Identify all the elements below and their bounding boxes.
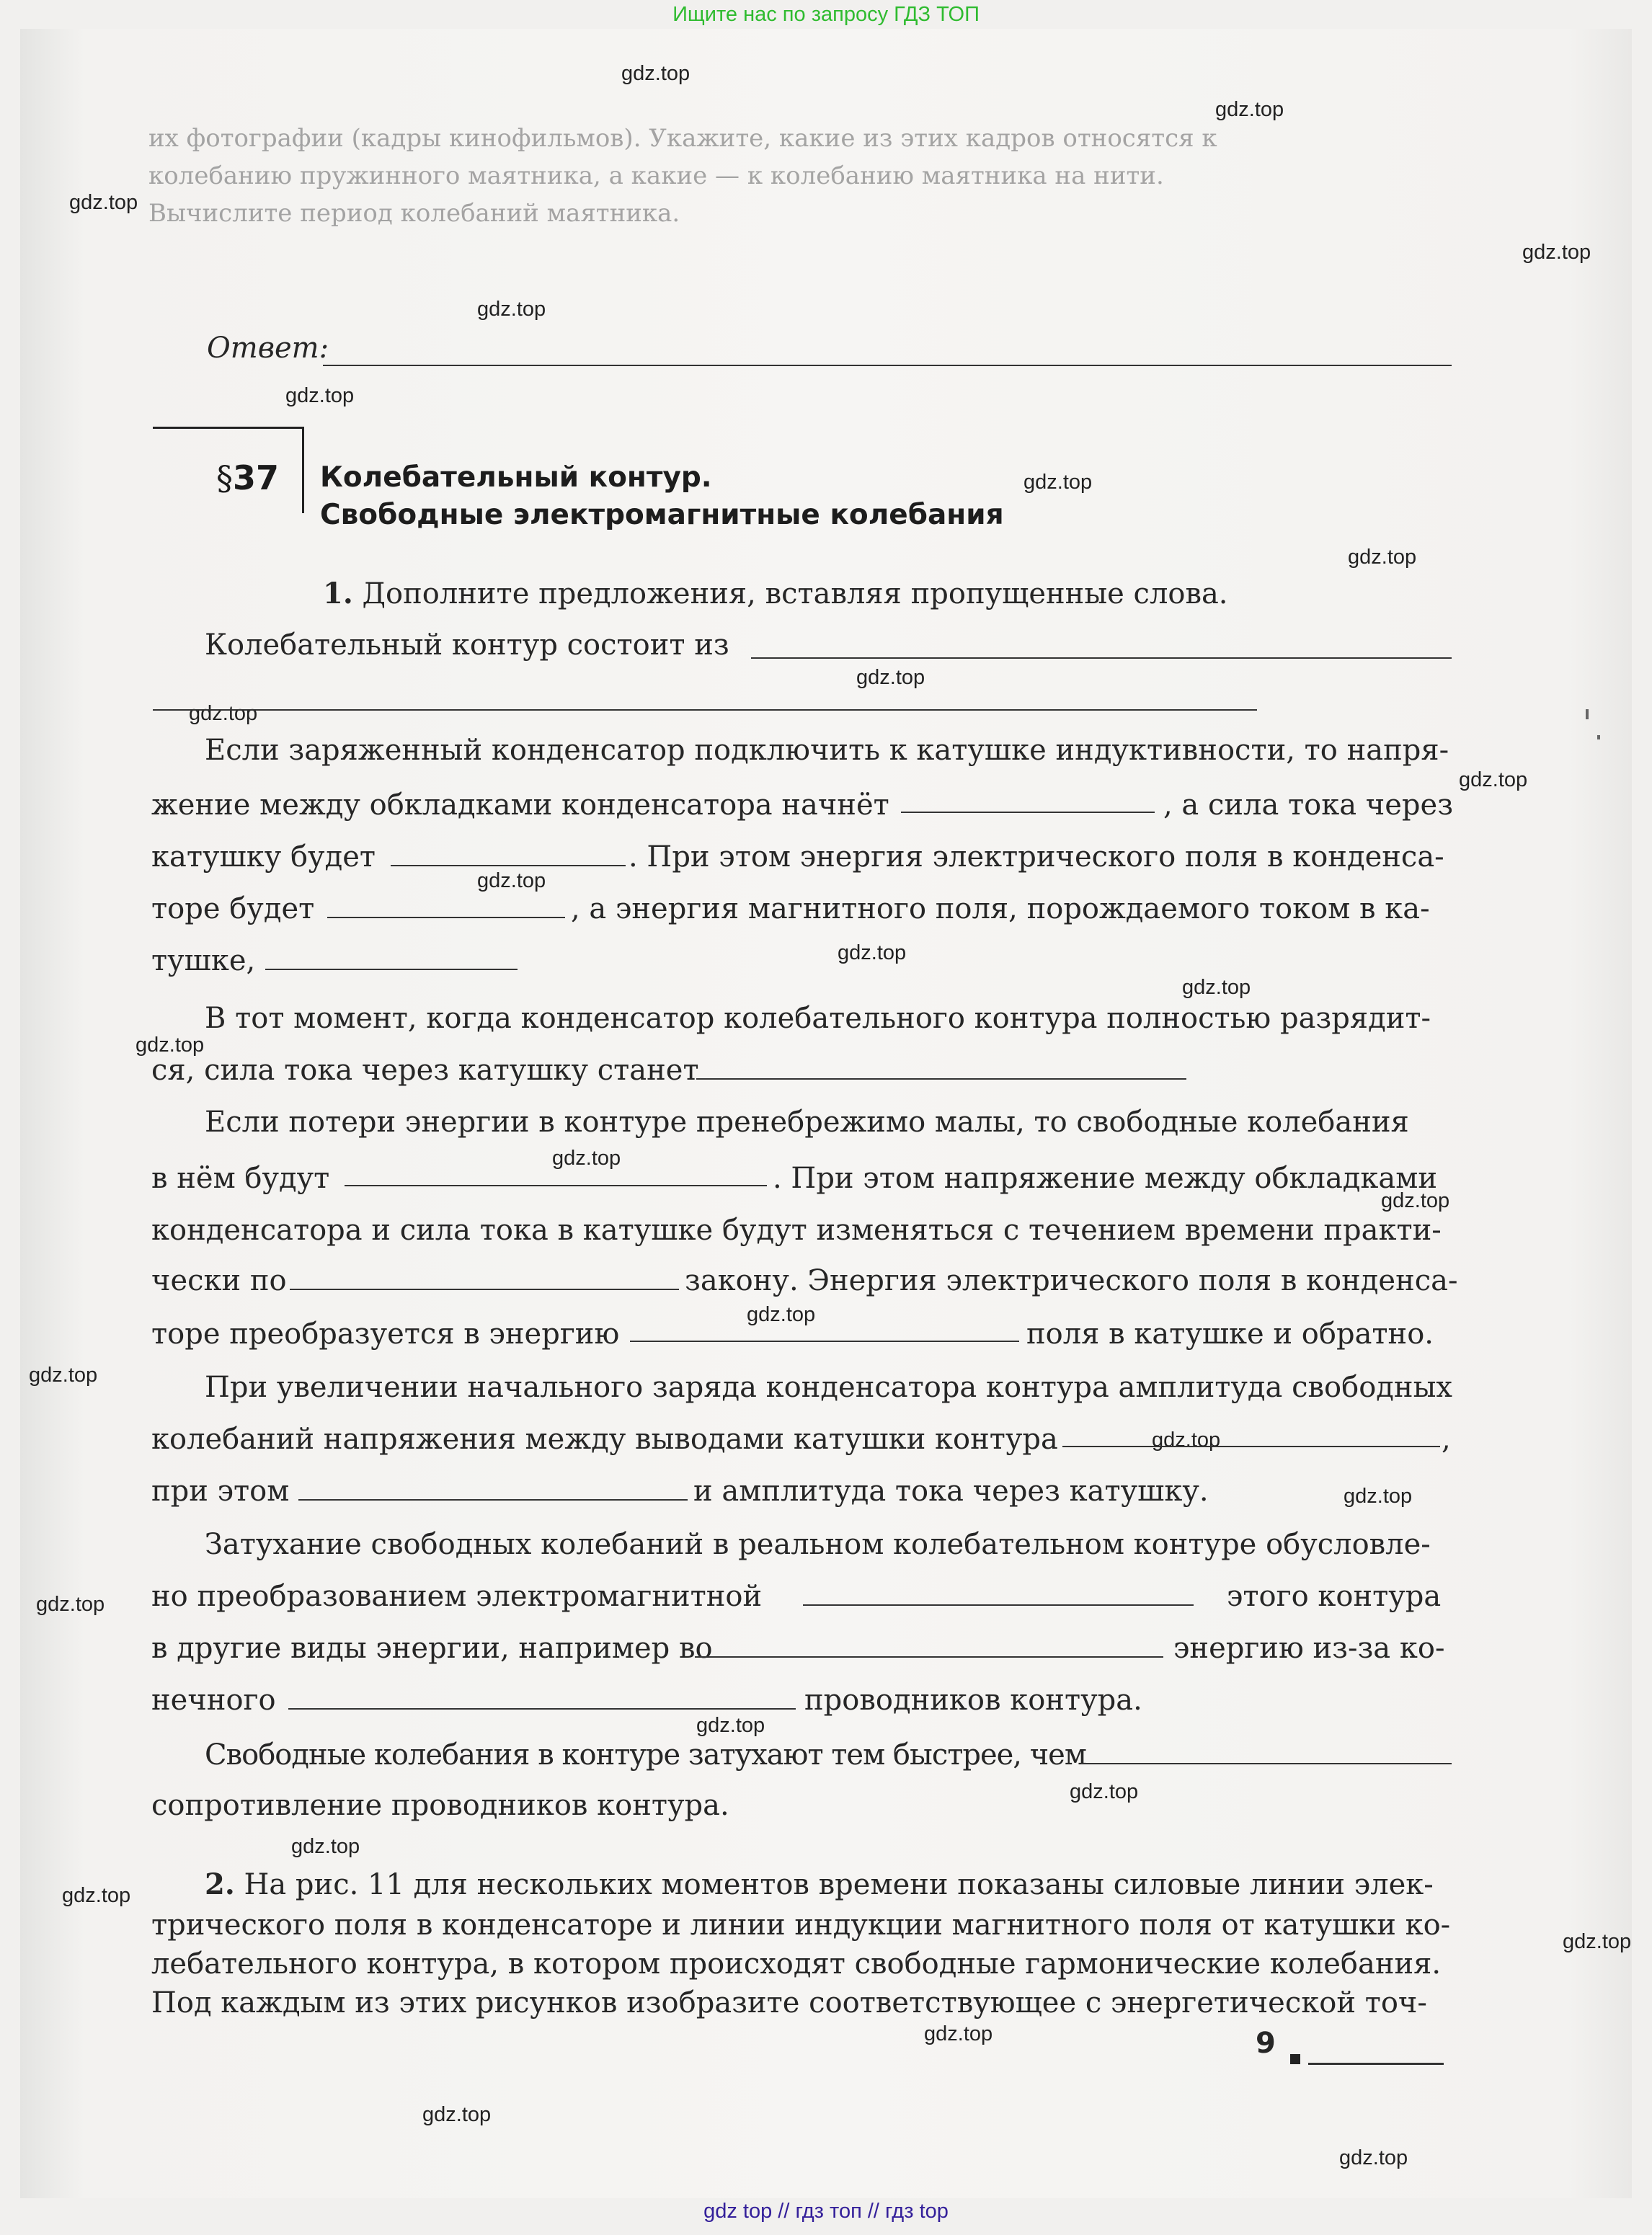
watermark: gdz.top (838, 941, 907, 964)
watermark: gdz.top (69, 191, 138, 214)
section-number: §37 (216, 458, 280, 497)
fill-blank[interactable] (153, 709, 1257, 711)
fill-blank[interactable] (290, 1289, 679, 1290)
task-text: Если потери энергии в контуре пренебрежимо малы, то свободные колебания (205, 1106, 1409, 1139)
task-text: в другие виды энергии, например во (151, 1632, 713, 1665)
section-rule (153, 427, 304, 429)
task-text: сопротивление проводников контура. (151, 1789, 729, 1822)
watermark: gdz.top (422, 2103, 492, 2126)
task-text: . При этом энергия электрического поля в конденса- (629, 840, 1444, 874)
fill-blank[interactable] (630, 1341, 1019, 1342)
task-text: закону. Энергия электрического поля в конденса- (685, 1264, 1458, 1297)
watermark: gdz.top (696, 1714, 765, 1737)
watermark: gdz.top (291, 1835, 360, 1858)
task-text: ся, сила тока через катушку станет (151, 1054, 699, 1087)
watermark: gdz.top (1381, 1189, 1450, 1212)
watermark: gdz.top (621, 62, 690, 85)
watermark: gdz.top (62, 1884, 131, 1907)
section-rule-vertical (302, 427, 304, 513)
fill-blank[interactable] (298, 1499, 688, 1501)
task-text: , а сила тока через (1163, 788, 1454, 822)
answer-blank[interactable] (323, 365, 1452, 366)
watermark: gdz.top (477, 869, 546, 892)
task-text: Колебательный контур состоит из (205, 628, 729, 662)
fill-blank[interactable] (803, 1604, 1194, 1606)
task-text: проводников контура. (804, 1684, 1142, 1717)
task-text: нечного (151, 1684, 276, 1717)
task-text: Затухание свободных колебаний в реальном колебательном контуре обусловле- (205, 1528, 1431, 1561)
task-text: тушке, (151, 944, 256, 977)
watermark: gdz.top (1459, 768, 1528, 791)
task-text: , а энергия магнитного поля, порождаемого током в ка- (571, 892, 1430, 925)
task-text: этого контура (1227, 1580, 1442, 1613)
task-text: торе преобразуется в энергию (151, 1318, 620, 1351)
task-text: в нём будут (151, 1162, 330, 1195)
answer-label: Ответ: (207, 332, 329, 365)
fill-blank[interactable] (265, 969, 518, 970)
task-text: Если заряженный конденсатор подключить к катушке индуктивности, то напря- (205, 734, 1449, 767)
task-2-line: 2. На рис. 11 для нескольких моментов времени показаны силовые линии элек- (205, 1867, 1434, 1901)
fill-blank[interactable] (751, 657, 1452, 659)
fill-blank[interactable] (901, 812, 1155, 813)
fill-blank[interactable] (391, 865, 626, 866)
fill-blank[interactable] (327, 917, 565, 918)
section-subtitle: Свободные электромагнитные колебания (320, 499, 1004, 531)
bottom-banner: gdz top // гдз топ // гдз top (703, 2200, 949, 2223)
watermark: gdz.top (477, 298, 546, 321)
task-1-instruction: 1. Дополните предложения, вставляя пропущенные слова. (323, 577, 1228, 610)
task-text: конденсатора и сила тока в катушке будут изменяться с течением времени практи- (151, 1214, 1442, 1247)
bleed-through-text: колебанию пружинного маятника, а какие — к колебанию маятника на нити. (148, 161, 1164, 190)
watermark: gdz.top (1070, 1780, 1139, 1803)
fill-blank[interactable] (288, 1708, 796, 1710)
watermark: gdz.top (747, 1303, 816, 1326)
watermark: gdz.top (1339, 2146, 1408, 2169)
watermark: gdz.top (924, 2022, 993, 2045)
watermark: gdz.top (552, 1147, 621, 1170)
page-number-rule (1308, 2063, 1444, 2065)
watermark: gdz.top (856, 666, 925, 689)
watermark: gdz.top (1182, 976, 1251, 999)
page-number-marker (1290, 2054, 1300, 2064)
task-text: торе будет (151, 892, 315, 925)
watermark: gdz.top (1215, 98, 1284, 121)
watermark: gdz.top (1152, 1428, 1221, 1452)
watermark: gdz.top (36, 1593, 105, 1616)
task-text: катушку будет (151, 840, 376, 874)
task-text: энергию из-за ко- (1173, 1632, 1445, 1665)
bleed-through-text: их фотографии (кадры кинофильмов). Укажите, какие из этих кадров относятся к (148, 124, 1217, 153)
watermark: gdz.top (285, 384, 355, 407)
task-text: В тот момент, когда конденсатор колебательного контура полностью разрядит- (205, 1002, 1431, 1035)
top-banner: Ищите нас по запросу ГДЗ ТОП (672, 3, 980, 26)
task-text: лебательного контура, в котором происходят свободные гармонические колебания. (151, 1947, 1442, 1981)
watermark: gdz.top (1344, 1485, 1413, 1508)
task-text: колебаний напряжения между выводами катушки контура (151, 1423, 1058, 1456)
watermark: gdz.top (136, 1034, 205, 1057)
bleed-through-text: Вычислите период колебаний маятника. (148, 199, 680, 228)
scan-speck (1597, 735, 1600, 739)
watermark: gdz.top (1522, 241, 1591, 264)
scan-speck (1586, 709, 1589, 719)
task-text: при этом (151, 1475, 290, 1508)
watermark: gdz.top (1348, 546, 1417, 569)
fill-blank[interactable] (1062, 1446, 1440, 1447)
task-text: При увеличении начального заряда конденсатора контура амплитуда свободных (205, 1371, 1452, 1404)
task-text: но преобразованием электромагнитной (151, 1580, 763, 1613)
task-text: и амплитуда тока через катушку. (693, 1475, 1209, 1508)
fill-blank[interactable] (345, 1185, 767, 1186)
watermark: gdz.top (29, 1364, 98, 1387)
task-text: поля в катушке и обратно. (1026, 1318, 1434, 1351)
task-text: трического поля в конденсаторе и линии индукции магнитного поля от катушки ко- (151, 1909, 1451, 1942)
task-text: . При этом напряжение между обкладками (773, 1162, 1438, 1195)
task-text: Свободные колебания в контуре затухают тем быстрее, чем (205, 1738, 1086, 1772)
section-title: Колебательный контур. (320, 461, 712, 494)
watermark: gdz.top (1563, 1930, 1632, 1953)
task-text: Под каждым из этих рисунков изобразите соответствующее с энергетической точ- (151, 1986, 1427, 2020)
watermark: gdz.top (189, 702, 258, 725)
fill-blank[interactable] (1081, 1763, 1452, 1764)
task-text: жение между обкладками конденсатора начнёт (151, 788, 889, 822)
page-number: 9 (1256, 2027, 1276, 2060)
watermark: gdz.top (1023, 471, 1093, 494)
fill-blank[interactable] (696, 1078, 1186, 1080)
task-text: чески по (151, 1264, 287, 1297)
fill-blank[interactable] (695, 1656, 1163, 1658)
task-text: , (1442, 1423, 1451, 1456)
